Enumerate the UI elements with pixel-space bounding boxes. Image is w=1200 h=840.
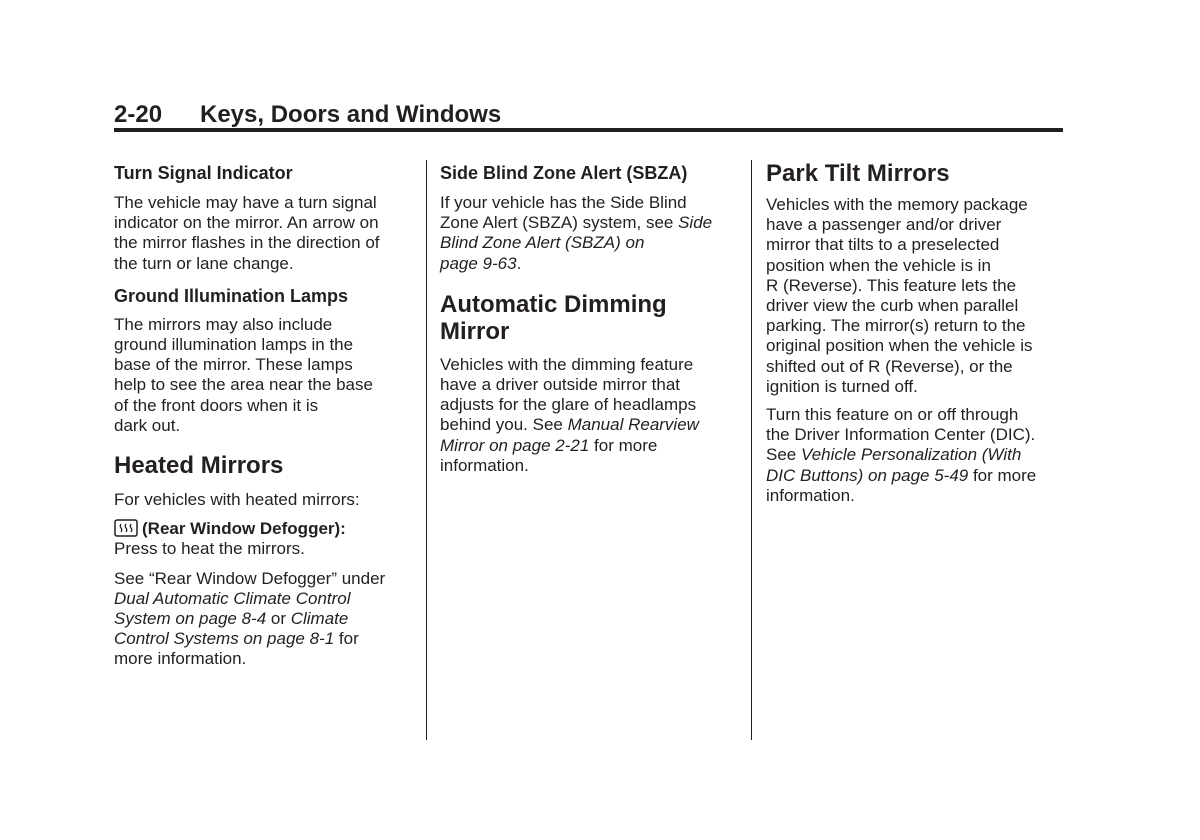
sbza-heading: Side Blind Zone Alert (SBZA) (440, 163, 688, 183)
column-2 (440, 160, 740, 476)
rear-window-defogger-icon (114, 519, 138, 537)
ground-illumination-heading: Ground Illumination Lamps (114, 285, 348, 306)
link-sbza-page[interactable]: page 9-63 (440, 253, 517, 273)
sbza-paragraph: If your vehicle has the Side Blind Zone Alert (SBZA) system, see Side Blind Zone Alert (SBZA) on page 9-63. (440, 193, 713, 273)
column-divider-1 (426, 160, 427, 740)
link-climate-systems[interactable]: Climate (290, 609, 349, 629)
link-manual-rearview[interactable]: Manual Rearview (567, 415, 699, 435)
defogger-paragraph (114, 519, 414, 559)
ground-illumination-paragraph: The mirrors may also include ground illumination lamps in the base of the mirror. These lamps help to see the area near the base of the front doors when it is dark out. (114, 314, 373, 435)
park-tilt-paragraph-1: Vehicles with the memory package have a passenger and/or driver mirror that tilts to a preselected position when the vehicle is in R (Reverse). This feature lets the driver view the curb when parallel parking. The mirror(s) return to the original position when the vehicle is shifted out of R (Reverse), or the ignition is turned off. (766, 195, 1033, 396)
heated-mirrors-intro: For vehicles with heated mirrors: (114, 490, 360, 510)
link-vehicle-personalization[interactable]: Vehicle Personalization (With (800, 445, 1022, 465)
link-dual-climate-page[interactable]: System on page 8-4 (114, 609, 267, 629)
turn-signal-paragraph: The vehicle may have a turn signal indicator on the mirror. An arrow on the mirror flashes in the direction of the turn or lane change. (114, 193, 380, 273)
page-header (114, 98, 1062, 132)
link-climate-systems-page[interactable]: Control Systems on page 8-1 (114, 629, 335, 649)
defogger-see-paragraph: See “Rear Window Defogger” under Dual Automatic Climate Control System on page 8-4 or Climate Control Systems on page 8-1 for more information. (114, 568, 386, 669)
defogger-action: Press to heat the mirrors. (114, 539, 305, 559)
column-1 (114, 160, 414, 670)
header-rule (114, 128, 1063, 132)
link-vehicle-personalization-page[interactable]: DIC Buttons) on page 5-49 (766, 465, 969, 485)
defogger-label: (Rear Window Defogger): (142, 519, 346, 539)
heated-mirrors-heading: Heated Mirrors (114, 452, 284, 480)
auto-dimming-heading: Automatic Dimming Mirror (440, 290, 667, 345)
turn-signal-heading: Turn Signal Indicator (114, 163, 293, 183)
link-sbza[interactable]: Side (678, 213, 713, 233)
link-dual-climate[interactable]: Dual Automatic Climate Control (114, 588, 351, 608)
park-tilt-heading: Park Tilt Mirrors (766, 160, 950, 187)
park-tilt-paragraph-2: Turn this feature on or off through the Driver Information Center (DIC). See Vehicle Personalization (With DIC Buttons) on page 5-49 for more information. (766, 405, 1037, 505)
chapter-title: Keys, Doors and Windows (200, 101, 502, 128)
column-divider-2 (751, 160, 752, 740)
auto-dimming-paragraph: Vehicles with the dimming feature have a driver outside mirror that adjusts for the glare of headlamps behind you. See Manual Rearview Mirror on page 2-21 for more information. (440, 354, 699, 475)
link-sbza-2[interactable]: Blind Zone Alert (SBZA) on (440, 233, 645, 253)
page-number: 2-20 (114, 101, 163, 128)
column-3 (766, 160, 1066, 506)
link-manual-rearview-page[interactable]: Mirror on page 2-21 (440, 435, 590, 455)
